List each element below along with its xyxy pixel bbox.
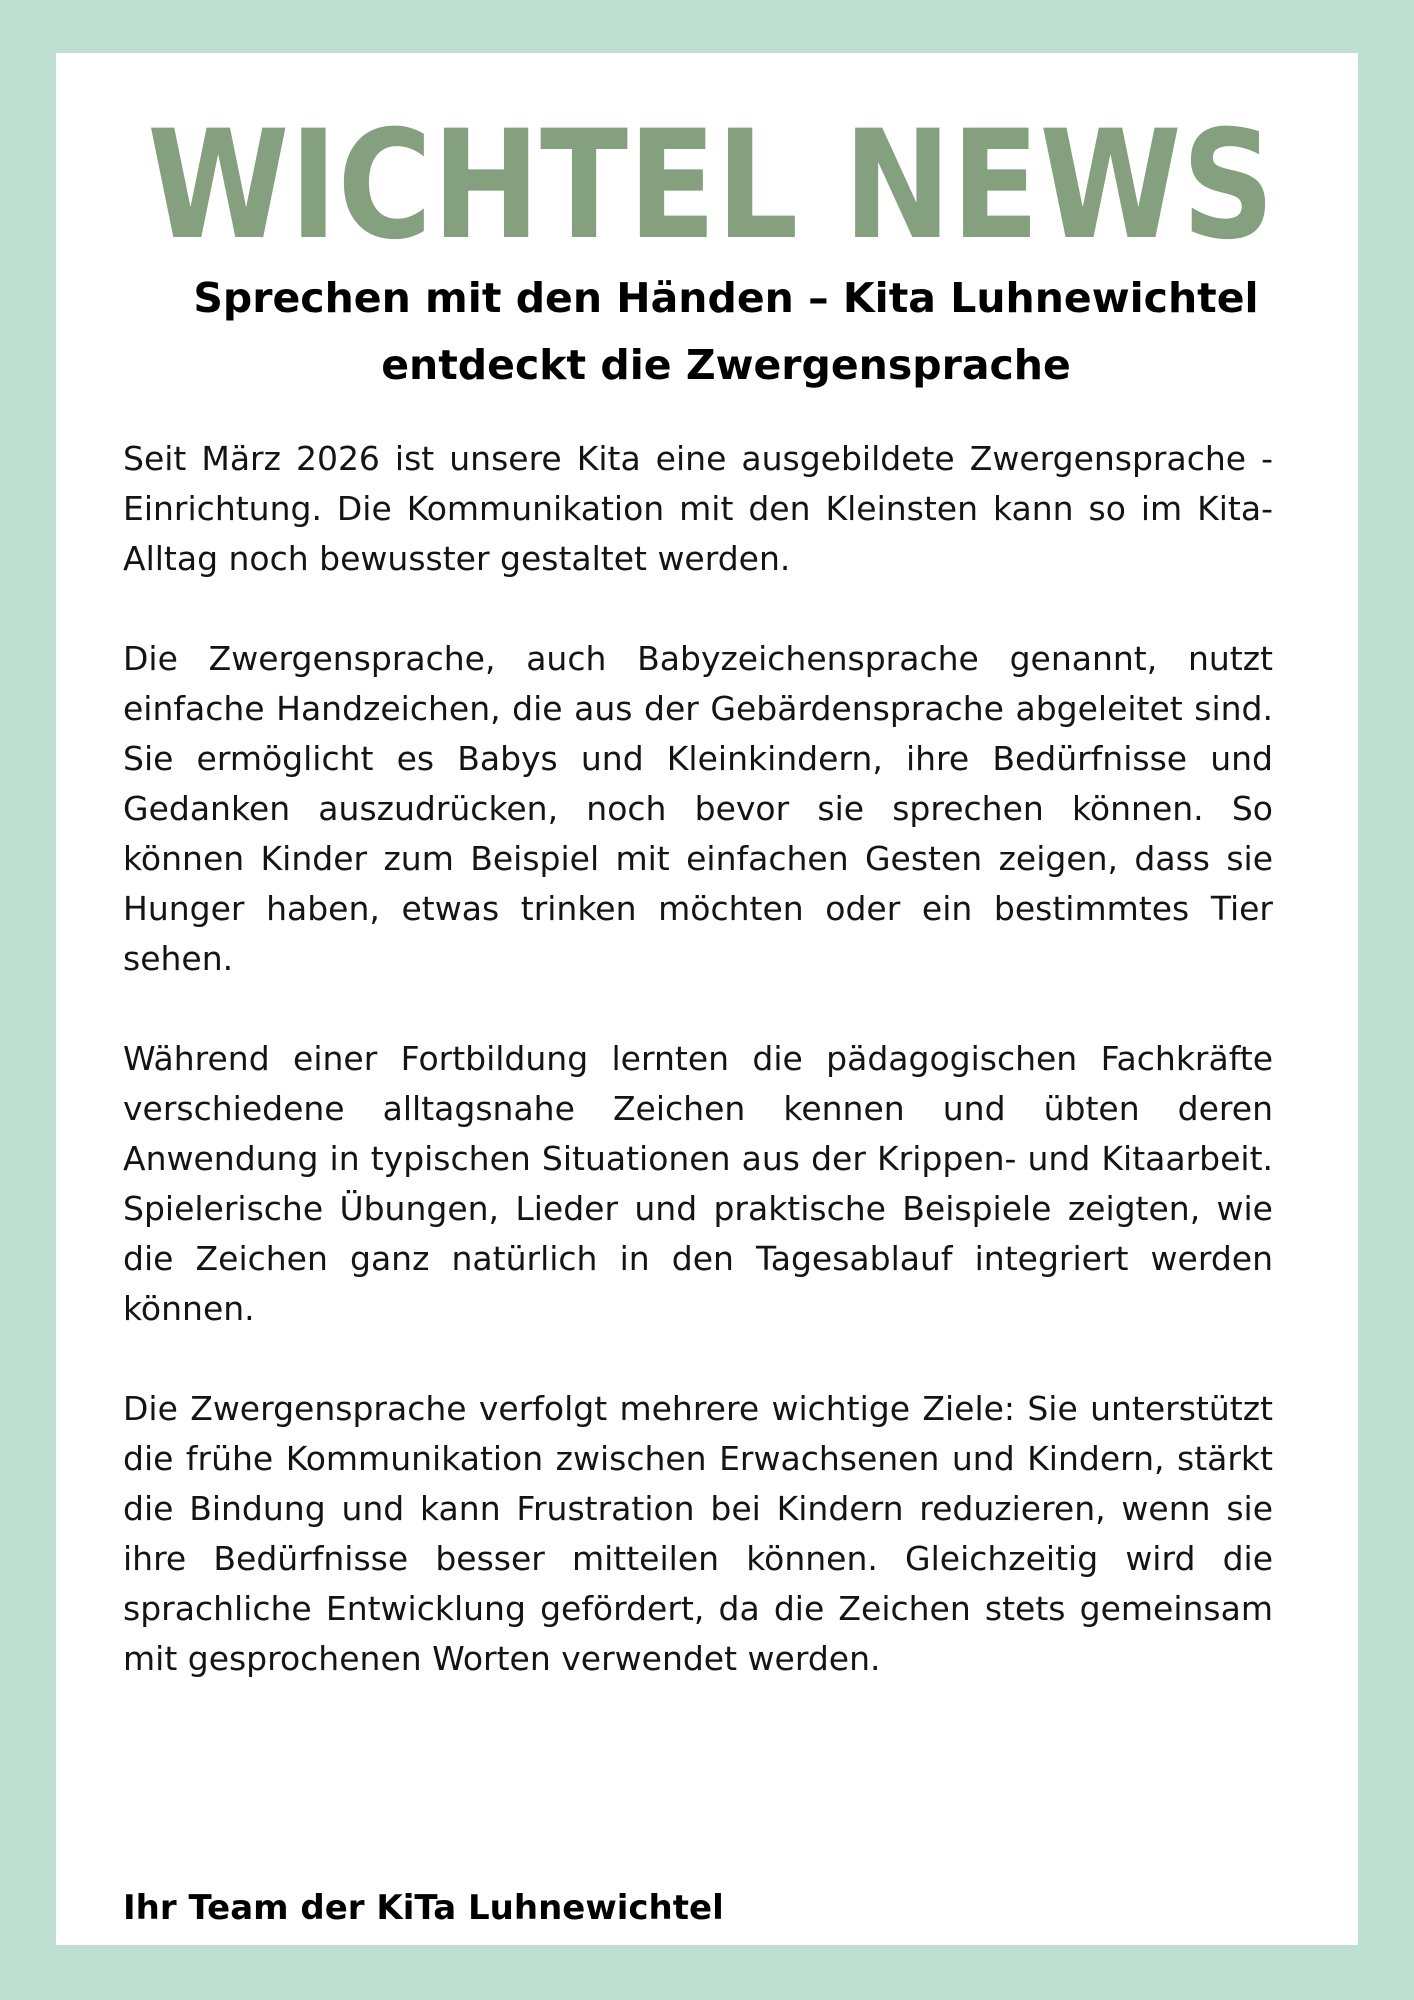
article-signature: Ihr Team der KiTa Luhnewichtel	[123, 1888, 724, 1928]
article-body	[123, 434, 1273, 1734]
article-paragraph-3: Während einer Fortbildung lernten die pädagogischen Fachkräfte verschiedene alltagsnahe Zeichen kennen und übten deren Anwendung in typischen Situationen aus der Krippen- und Kitaarbeit. Spielerische Übungen, Lieder und praktische Beispiele zeigten, wie die Zeichen ganz natürlich in den Tagesablauf integriert werden können.	[123, 1039, 1273, 1328]
masthead-title: WICHTEL NEWS	[147, 99, 1275, 273]
newsletter-page	[56, 53, 1358, 1945]
article-headline: Sprechen mit den Händen – Kita Luhnewichtel entdeckt die Zwergensprache	[193, 274, 1259, 389]
article-paragraph-2: Die Zwergensprache, auch Babyzeichensprache genannt, nutzt einfache Handzeichen, die aus der Gebärdensprache abgeleitet sind. Sie ermöglicht es Babys und Kleinkindern, ihre Bedürfnisse und Gedanken auszudrücken, noch bevor sie sprechen können. So können Kinder zum Beispiel mit einfachen Gesten zeigen, dass sie Hunger haben, etwas trinken möchten oder ein bestimmtes Tier sehen.	[123, 639, 1273, 978]
article-paragraph-1: Seit März 2026 ist unsere Kita eine ausgebildete Zwergensprache -Einrichtung. Die Kommunikation mit den Kleinsten kann so im Kita-Alltag noch bewusster gestaltet werden.	[123, 439, 1273, 578]
article-paragraph-4: Die Zwergensprache verfolgt mehrere wichtige Ziele: Sie unterstützt die frühe Kommunikation zwischen Erwachsenen und Kindern, stärkt die Bindung und kann Frustration bei Kindern reduzieren, wenn sie ihre Bedürfnisse besser mitteilen können. Gleichzeitig wird die sprachliche Entwicklung gefördert, da die Zeichen stets gemeinsam mit gesprochenen Worten verwendet werden.	[123, 1389, 1273, 1678]
